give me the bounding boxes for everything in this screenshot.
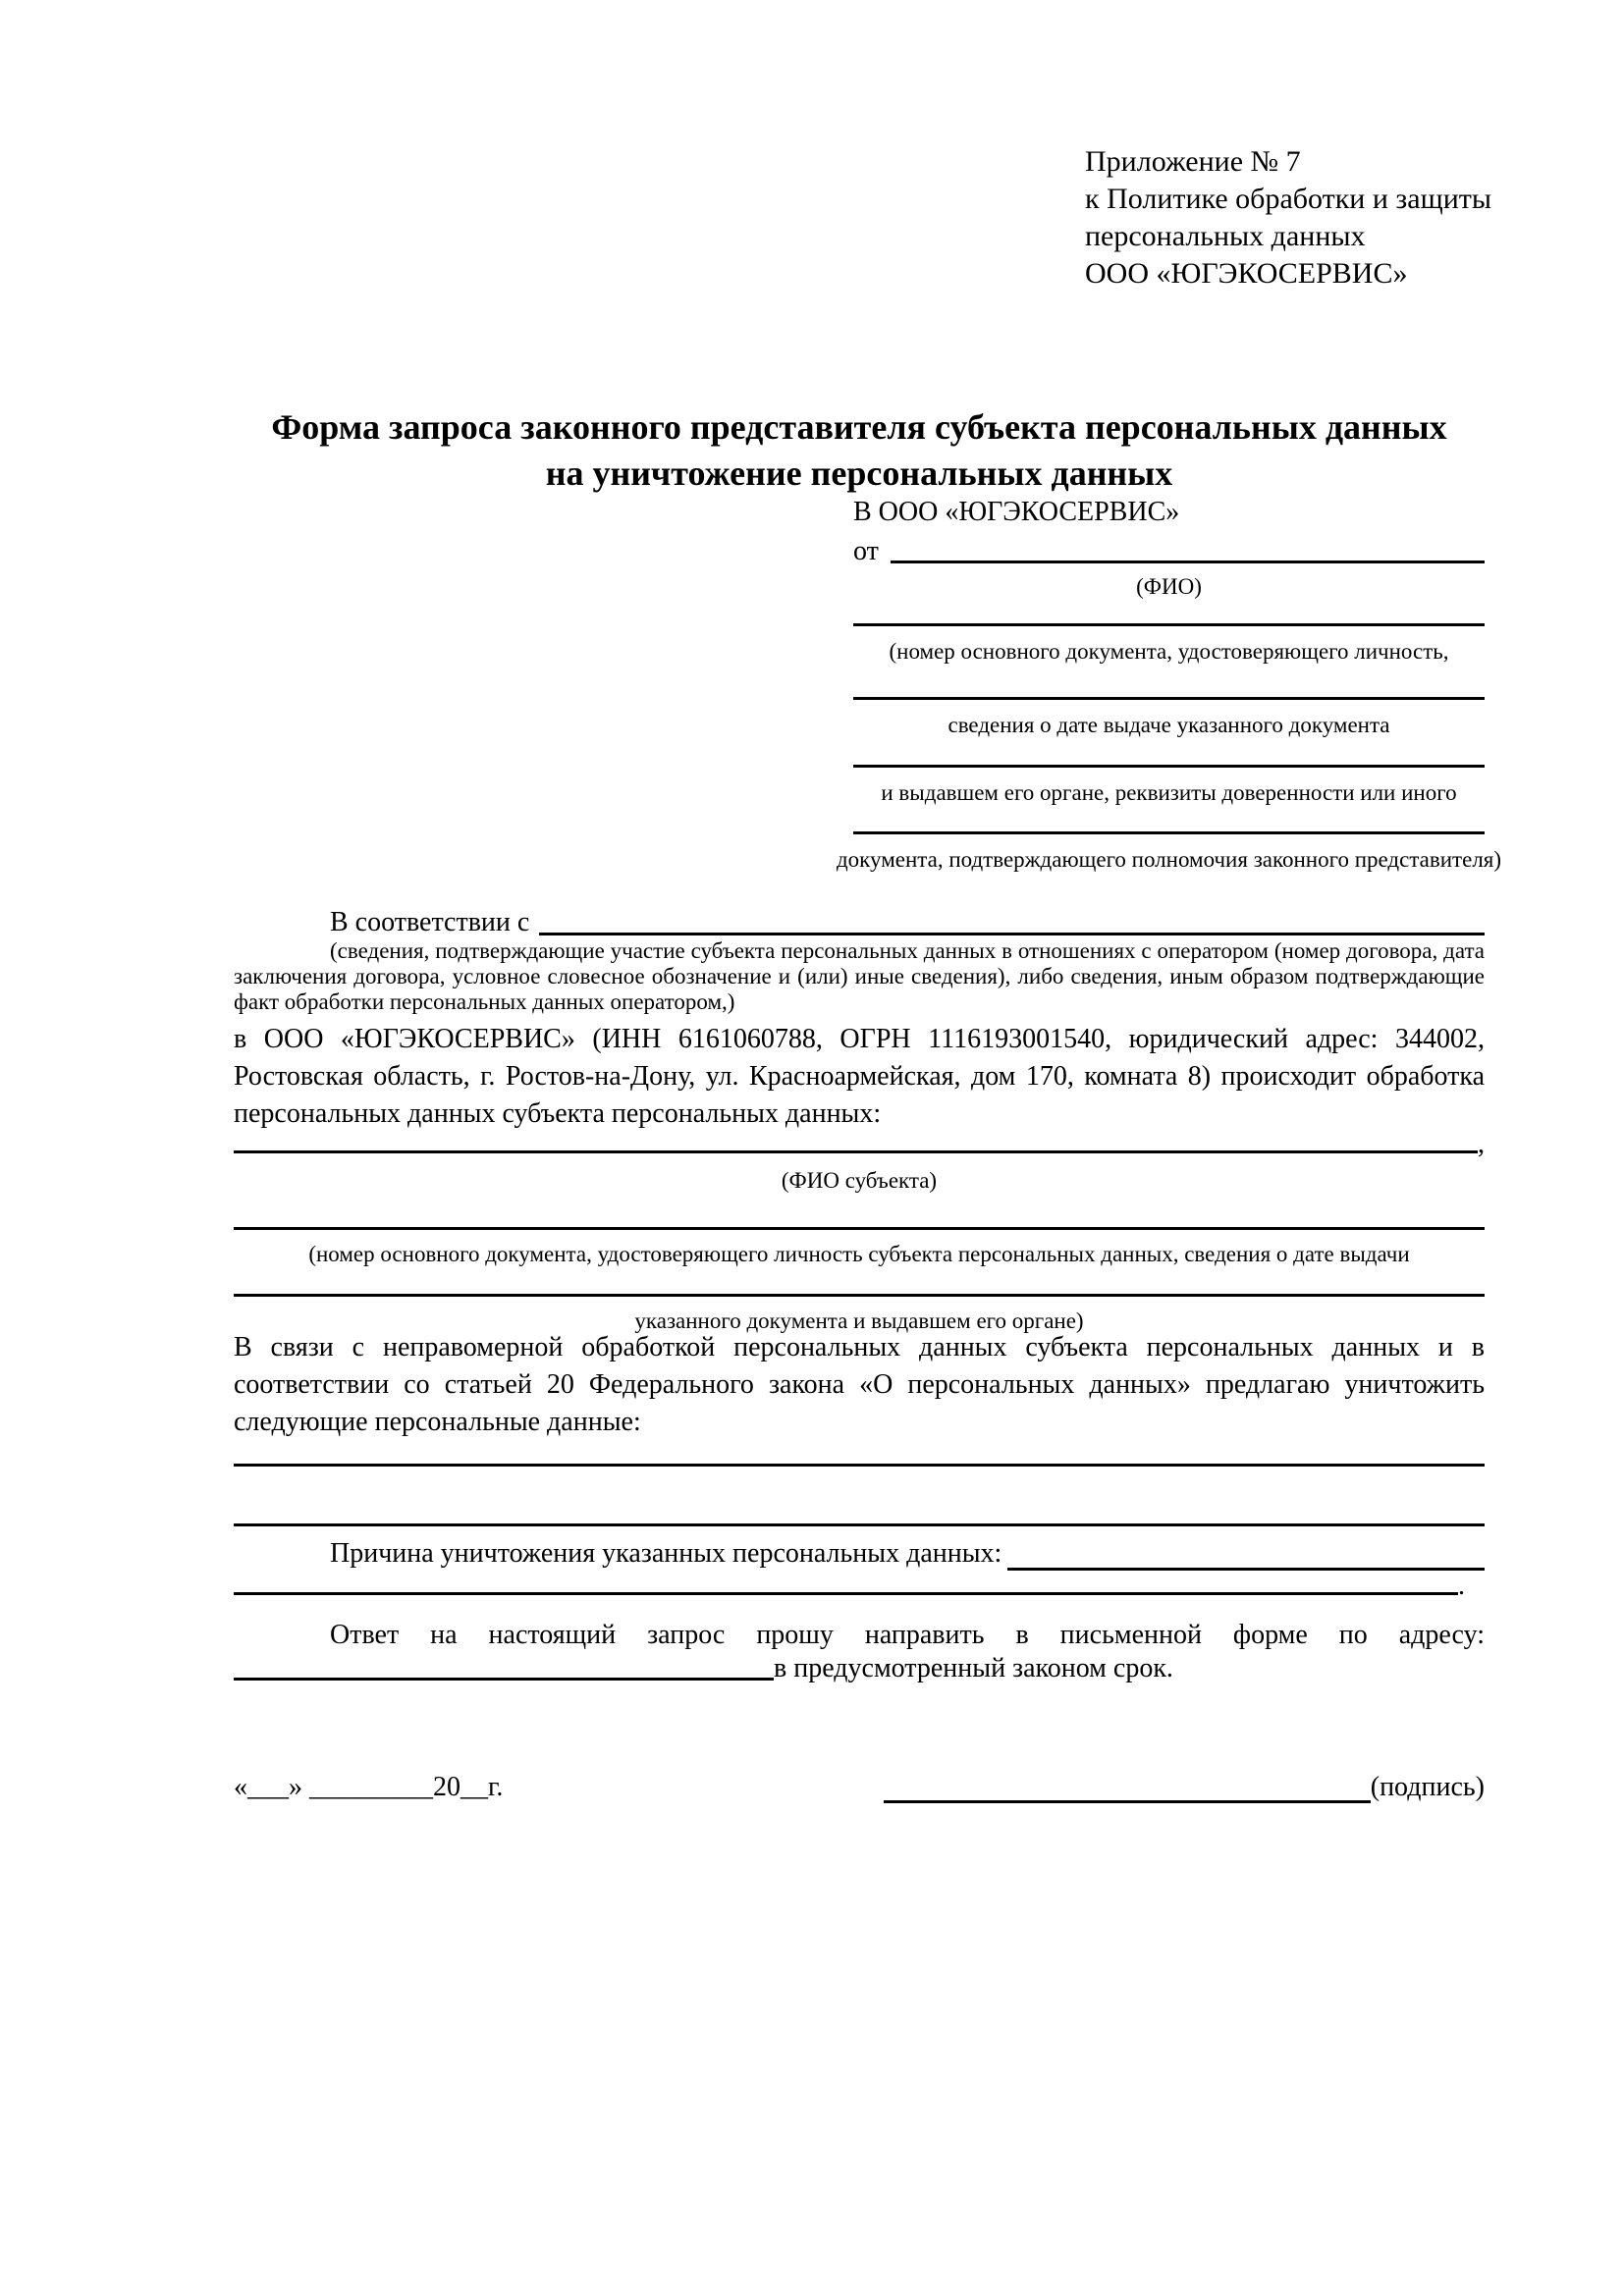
signature-group <box>884 1769 1485 1806</box>
subject-fio-blank-line <box>234 1150 1478 1153</box>
recipient-block <box>836 481 1502 873</box>
signature-row <box>234 1769 1485 1806</box>
from-row <box>853 537 1485 566</box>
doc-caption-2: сведения о дате выдаче указанного документа <box>947 713 1390 737</box>
reply-paragraph: Ответ на настоящий запрос прошу направить в письменной форме по адресу: <box>330 1620 1485 1650</box>
fio-caption: (ФИО) <box>1136 574 1202 599</box>
according-note: (сведения, подтверждающие участие субъекта персональных данных в отношениях с оператором (номер договора, дата заключения договора, условное словесное обозначение и (или) иные сведения), либо сведения, иным образом подтверждающие факт обработки персональных данных оператором,) <box>234 938 1485 1014</box>
according-blank-line <box>539 933 1485 935</box>
signature-caption: (подпись) <box>1370 1772 1485 1802</box>
header-note-line-1: Приложение № 7 <box>1085 145 1301 178</box>
subject-doc-blank-line-2 <box>234 1267 1485 1297</box>
reason-continuation-blank-line <box>234 1592 1458 1595</box>
main-text <box>234 899 1485 1806</box>
subject-fio-caption: (ФИО субъекта) <box>781 1168 938 1193</box>
date-line: «___» _________20__г. <box>234 1772 504 1802</box>
from-blank-line <box>891 561 1485 563</box>
title-line-2: на уничтожение персональных данных <box>545 454 1173 493</box>
subject-doc-caption-2: указанного документа и выдавшем его органе) <box>634 1308 1084 1333</box>
demand-paragraph: В связи с неправомерной обработкой персональных данных субъекта персональных данных и в соответствии со статьей 20 Федерального закона «О персональных данных» предлагаю уничтожить следующие персональные данные: <box>234 1332 1485 1437</box>
doc-blank-line-3 <box>853 738 1485 768</box>
data-blank-line-1 <box>234 1441 1485 1467</box>
comma: , <box>1478 1129 1485 1159</box>
header-note-line-4: ООО «ЮГЭКОСЕРВИС» <box>1085 257 1408 290</box>
reason-row <box>234 1534 1485 1574</box>
header-note-line-2: к Политике обработки и защиты <box>1085 183 1492 215</box>
period: . <box>1458 1571 1465 1601</box>
reason-label: Причина уничтожения указанных персональных данных: <box>330 1538 1002 1569</box>
doc-blank-line-2 <box>853 665 1485 700</box>
reply-tail: в предусмотренный законом срок. <box>774 1653 1173 1683</box>
header-note-line-3: персональных данных <box>1085 220 1366 252</box>
doc-blank-line-1 <box>853 600 1485 626</box>
data-blank-line-2 <box>234 1467 1485 1526</box>
from-label: от <box>853 536 879 566</box>
operator-paragraph: в ООО «ЮГЭКОСЕРВИС» (ИНН 6161060788, ОГРН 1116193001540, юридический адрес: 344002, Ростовская область, г. Ростов-на-Дону, ул. Красноармейская, дом 170, комната 8) происходит обработка персональных данных субъекта персональных данных: <box>234 1024 1485 1129</box>
title-line-1: Форма запроса законного представителя субъекта персональных данных <box>271 407 1447 447</box>
according-label: В соответствии с <box>330 907 530 937</box>
doc-caption-3: и выдавшем его органе, реквизиты доверенности или иного <box>881 780 1457 805</box>
reason-continuation-row <box>234 1571 1465 1601</box>
doc-caption-4: документа, подтверждающего полномочия законного представителя) <box>836 847 1502 872</box>
doc-caption-1: (номер основного документа, удостоверяющего личность, <box>889 639 1449 664</box>
subject-fio-row <box>234 1129 1485 1159</box>
doc-blank-line-4 <box>853 806 1485 834</box>
subject-doc-blank-line-1 <box>234 1194 1485 1230</box>
subject-doc-caption-1: (номер основного документа, удостоверяющего личность субъекта персональных данных, сведения о дате выдачи <box>308 1242 1410 1266</box>
reply-address-row <box>234 1654 1485 1683</box>
reason-blank-line <box>1007 1568 1485 1571</box>
signature-blank-line <box>884 1800 1371 1803</box>
recipient-organization: В ООО «ЮГЭКОСЕРВИС» <box>853 497 1180 527</box>
according-row <box>234 907 1485 938</box>
header-note <box>1085 143 1491 293</box>
address-blank-line <box>234 1678 774 1681</box>
